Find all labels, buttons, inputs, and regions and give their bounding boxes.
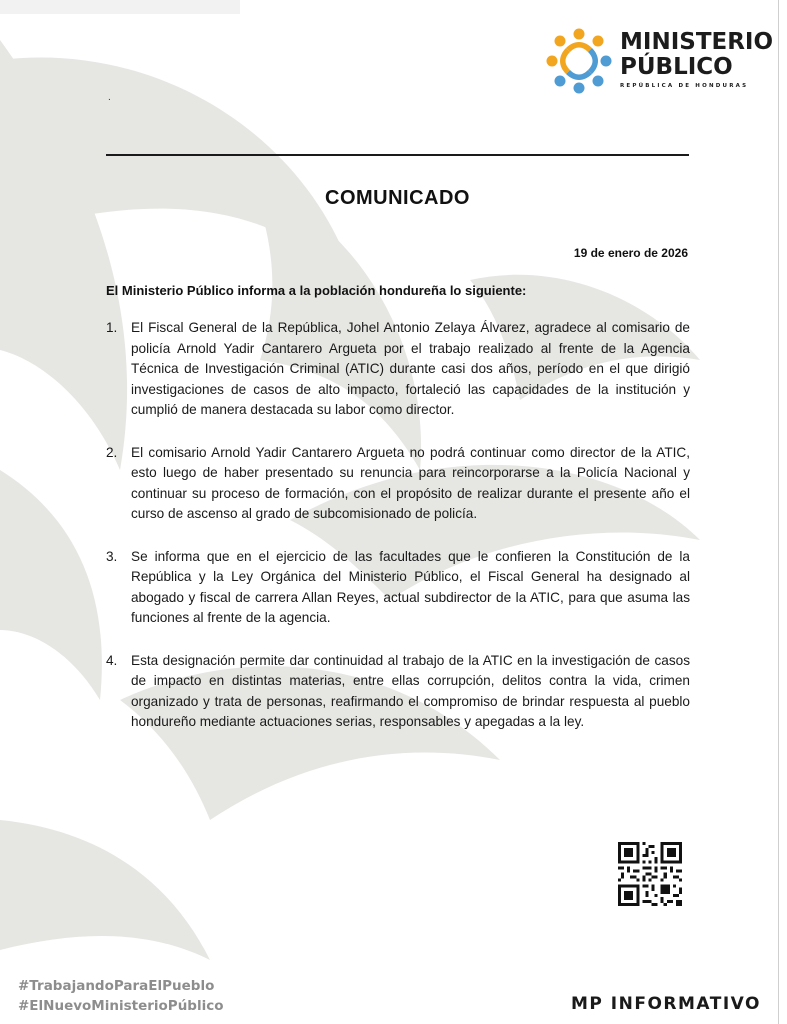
list-item-text: Esta designación permite dar continuidad al trabajo de la ATIC en la investigación de casos de impacto en distintas materias, entre ellas corrupción, delitos contra la vida, crimen organizado y trata de personas, reafirmando el compromiso de brindar respuesta al pueblo hondureño mediante actuaciones serias, responsables y apegadas a la ley. (131, 652, 690, 729)
list-item-number: 1. (106, 320, 118, 335)
hashtag-trabajando: #TrabajandoParaElPueblo (18, 978, 215, 994)
list-item (106, 318, 690, 421)
document-intro: El Ministerio Público informa a la población hondureña lo siguiente: (106, 283, 527, 298)
list-item (106, 547, 690, 629)
list-item-text: El Fiscal General de la República, Johel Antonio Zelaya Álvarez, agradece al comisario de policía Arnold Yadir Cantarero Argueta por el trabajo realizado al frente de la Agencia Técnica de Investigación Criminal (ATIC) durante casi dos años, período en el que dirigió investigaciones de casos de alto impacto, fortaleció las capacidades de la institución y cumplió de manera destacada su labor como director. (131, 320, 690, 417)
header-dot: . (108, 92, 111, 103)
list-item-number: 2. (106, 444, 118, 460)
list-item (106, 651, 690, 733)
footer-hashtags (18, 976, 224, 1016)
logo-wordmark (620, 29, 774, 89)
numbered-list (106, 318, 690, 755)
list-item-number: 4. (106, 652, 118, 668)
list-item-text: Se informa que en el ejercicio de las facultades que le confieren la Constitución de la República y la Ley Orgánica del Ministerio Público, el Fiscal General ha designado al abogado y fiscal de carrera Allan Reyes, actual subdirector de la ATIC, para que asuma las funciones al frente de la agencia. (131, 548, 690, 625)
mp-informativo-brand: MP INFORMATIVO (571, 994, 761, 1014)
hashtag-nuevo-ministerio: #ElNuevoMinisterioPúblico (18, 998, 224, 1014)
ministerio-publico-logo (544, 26, 774, 96)
qr-code-icon[interactable] (618, 842, 682, 906)
header-rule (106, 154, 689, 156)
list-item-text: El comisario Arnold Yadir Cantarero Argueta no podrá continuar como director de la ATIC, esto luego de haber presentado su renuncia para reincorporarse a la Policía Nacional y continuar su proceso de formación, con el propósito de realizar durante el presente año el curso de ascenso al grado de subcomisionado de policía. (131, 444, 690, 521)
list-item (106, 443, 690, 525)
logo-line-3: REPÚBLICA DE HONDURAS (620, 83, 749, 89)
list-item-number: 3. (106, 548, 118, 564)
logo-emblem-icon (544, 26, 614, 96)
logo-line-2: PÚBLICO (620, 54, 733, 80)
logo-line-1: MINISTERIO (620, 29, 774, 55)
document-date: 19 de enero de 2026 (573, 246, 688, 260)
document-title: COMUNICADO (325, 187, 470, 209)
